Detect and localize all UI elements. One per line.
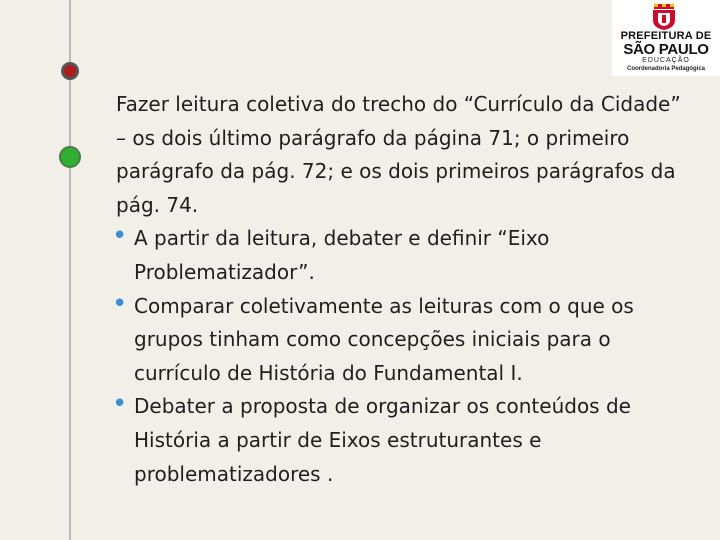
bullet-list [112,222,682,491]
bullet-icon: • [112,288,128,319]
red-dot-marker [61,62,79,80]
intro-paragraph: Fazer leitura coletiva do trecho do “Currículo da Cidade” – os dois último parágrafo da página 71; o primeiro parágrafo da pág. 72; e os dois primeiros parágrafos da pág. 74. [116,92,681,217]
slide-body [112,88,682,491]
bullet-text: A partir da leitura, debater e definir “Eixo Problematizador”. [134,226,550,284]
logo-city-name: SÃO PAULO [623,41,709,58]
city-crest-icon [650,4,678,30]
timeline-line [69,0,71,540]
bullet-text: Debater a proposta de organizar os conteúdos de História a partir de Eixos estruturantes e problematizadores . [134,394,631,486]
logo-department: EDUCAÇÃO [642,57,690,64]
bullet-item [112,290,682,391]
bullet-item [112,222,682,289]
prefeitura-logo [612,0,720,76]
green-dot-marker [59,146,81,168]
bullet-item [112,390,682,491]
bullet-icon: • [112,221,128,252]
logo-subdepartment: Coordenadoria Pedagógica [626,66,705,72]
bullet-text: Comparar coletivamente as leituras com o que os grupos tinham como concepções iniciais para o currículo de História do Fundamental I. [134,293,634,385]
bullet-icon: • [112,389,128,420]
logo-title-line: PREFEITURA DE [620,30,712,42]
